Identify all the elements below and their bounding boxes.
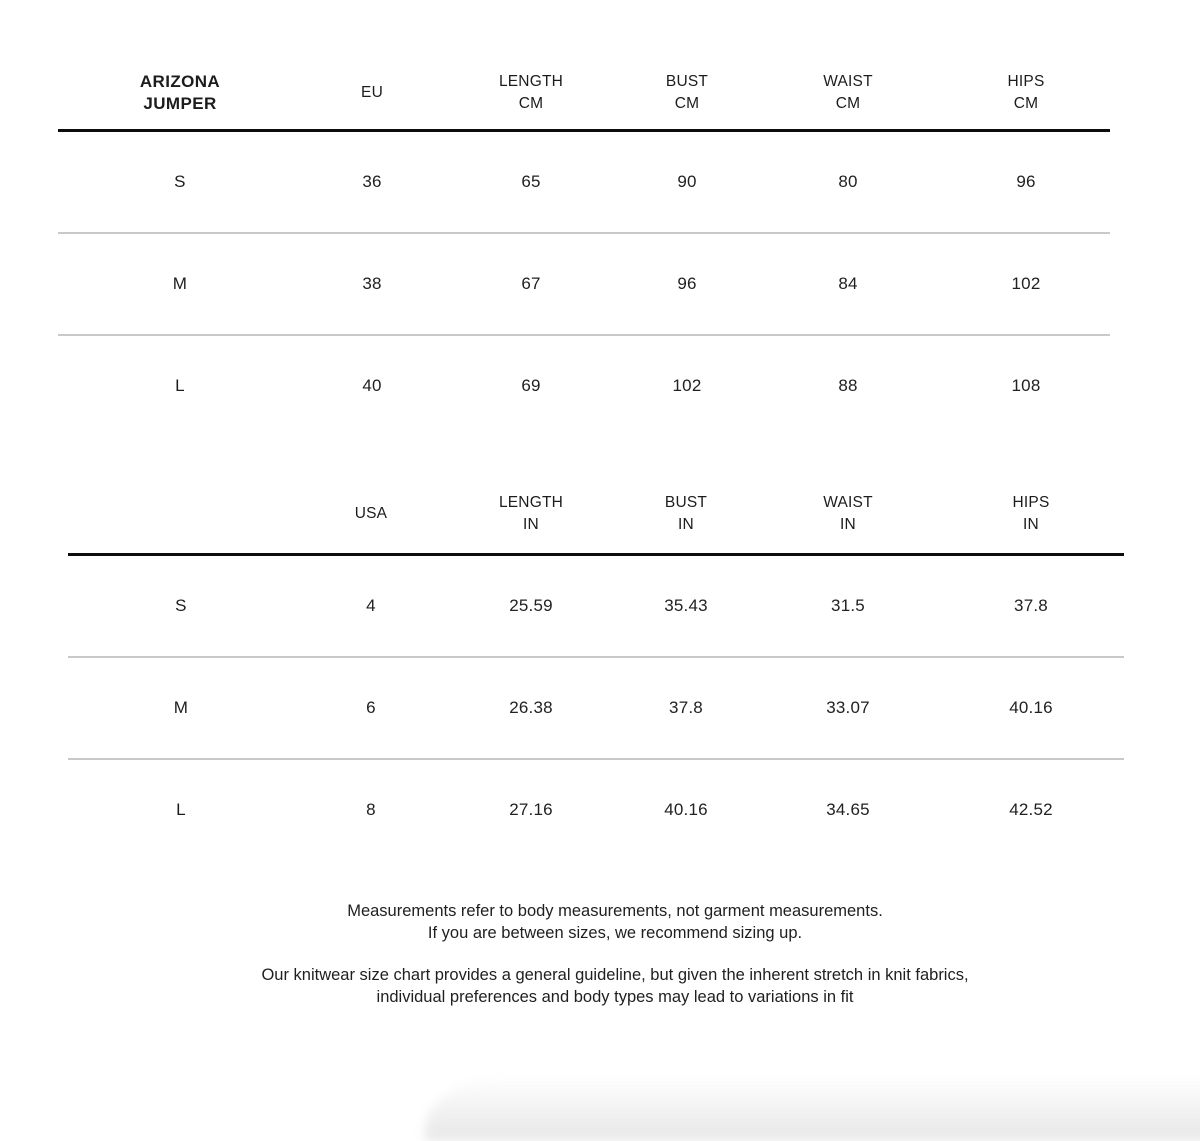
waist-value: 84 [838,274,858,293]
metric-row-l [58,336,1110,436]
measurement-note-line2: If you are between sizes, we recommend sizing up. [427,924,803,942]
length-value: 69 [521,376,541,395]
imperial-table-header-row [68,474,1124,556]
bust-value: 102 [672,376,702,395]
waist-value: 34.65 [826,800,870,819]
waist-value: 88 [838,376,858,395]
bust-value: 35.43 [664,596,708,615]
waist-value: 33.07 [826,698,870,717]
measurement-note [30,900,1200,944]
bust-value: 40.16 [664,800,708,819]
knitwear-note-line1: Our knitwear size chart provides a general guideline, but given the inherent stretch in knit fabrics, [261,966,969,984]
metric-row-m [58,234,1110,336]
metric-row-s [58,132,1110,234]
imperial-row-l [68,760,1124,860]
knitwear-note-line2: individual preferences and body types may lead to variations in fit [376,988,854,1006]
column-header-hips-in: HIPS IN [1012,493,1050,533]
column-header-eu: EU [361,83,383,101]
length-value: 25.59 [509,596,553,615]
waist-value: 80 [838,172,858,191]
length-value: 65 [521,172,541,191]
measurement-note-line1: Measurements refer to body measurements, not garment measurements. [347,902,883,920]
imperial-row-s [68,556,1124,658]
hips-value: 108 [1011,376,1041,395]
eu-value: 38 [362,274,382,293]
product-title-line1: ARIZONA [139,71,221,91]
size-label: S [175,596,187,615]
size-label: L [175,376,185,395]
usa-value: 4 [366,596,376,615]
length-value: 67 [521,274,541,293]
size-chart-section [0,56,1200,1008]
usa-value: 8 [366,800,376,819]
product-title [58,71,302,115]
size-label: M [172,274,188,293]
imperial-row-m [68,658,1124,760]
hips-value: 42.52 [1009,800,1053,819]
column-header-hips-cm: HIPS CM [1007,72,1045,112]
metric-table-header-row [58,56,1110,132]
column-header-bust-cm: BUST CM [665,72,709,112]
hips-value: 96 [1016,172,1036,191]
imperial-size-table [68,474,1124,860]
bust-value: 90 [677,172,697,191]
column-header-waist-in: WAIST IN [823,493,873,533]
column-header-length-in: LENGTH IN [498,493,564,533]
hips-value: 37.8 [1014,596,1048,615]
column-header-usa: USA [354,504,388,522]
size-label: M [173,698,189,717]
eu-value: 40 [362,376,382,395]
bust-value: 96 [677,274,697,293]
knitwear-note [30,964,1200,1008]
length-value: 26.38 [509,698,553,717]
usa-value: 6 [366,698,376,717]
product-title-line2: JUMPER [143,93,217,113]
waist-value: 31.5 [831,596,865,615]
metric-size-table [58,56,1110,436]
column-header-waist-cm: WAIST CM [823,72,873,112]
hips-value: 40.16 [1009,698,1053,717]
size-label: S [174,172,186,191]
size-chart-notes [0,900,1200,1008]
bottom-section-shadow [425,1075,1200,1141]
size-label: L [176,800,186,819]
bust-value: 37.8 [669,698,703,717]
length-value: 27.16 [509,800,553,819]
eu-value: 36 [362,172,382,191]
hips-value: 102 [1011,274,1041,293]
column-header-length-cm: LENGTH CM [498,72,564,112]
column-header-bust-in: BUST IN [664,493,708,533]
